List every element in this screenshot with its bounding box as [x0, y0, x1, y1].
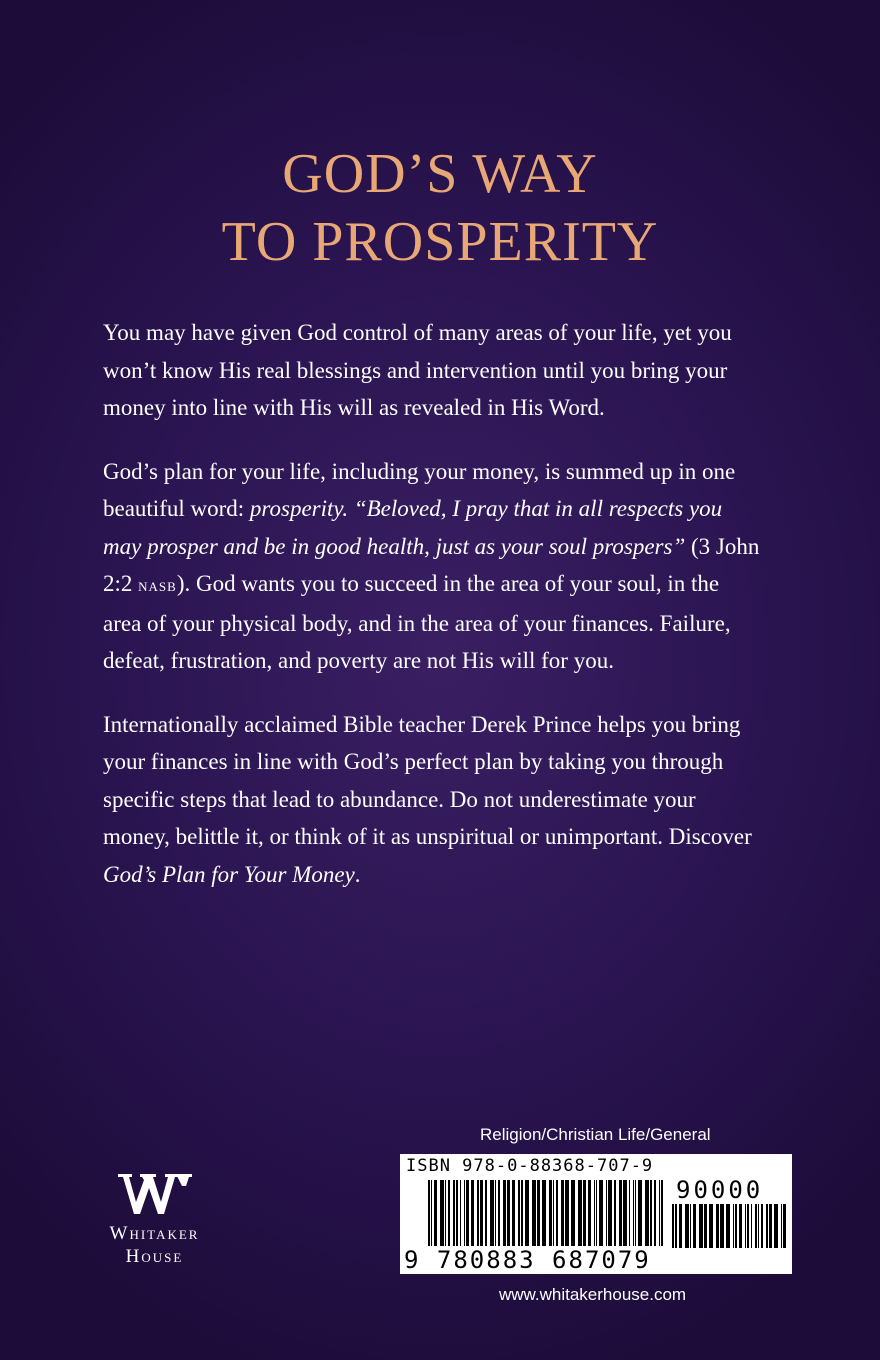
- p2-scripture-quote: prosperity. “Beloved, I pray that in all respects you may prosper and be in good health, just as your soul prospers”: [103, 496, 723, 559]
- ean-number: 9 780883 687079: [404, 1246, 651, 1274]
- barcode-bar: [769, 1204, 772, 1248]
- barcode-bar: [685, 1204, 689, 1248]
- barcode-bar: [518, 1180, 520, 1246]
- barcode-bar: [690, 1204, 691, 1248]
- barcode-bar: [629, 1180, 630, 1246]
- barcode-bar: [434, 1180, 437, 1246]
- barcode-bar: [709, 1204, 713, 1248]
- barcode-bar: [428, 1180, 430, 1246]
- barcode-bar: [726, 1204, 730, 1248]
- publisher-website: www.whitakerhouse.com: [499, 1285, 687, 1304]
- barcode-bar: [659, 1180, 660, 1246]
- barcode-bar: [525, 1180, 529, 1246]
- barcode-bar: [638, 1180, 642, 1246]
- barcode-bar: [561, 1180, 564, 1246]
- book-title: [0, 140, 880, 276]
- barcode-bar: [699, 1204, 703, 1248]
- barcode-bar: [512, 1180, 515, 1246]
- barcode-bar: [783, 1204, 786, 1248]
- barcode-bar: [735, 1204, 737, 1248]
- barcode-bar: [758, 1204, 759, 1248]
- barcode-bar: [606, 1180, 607, 1246]
- barcode-bar: [720, 1204, 724, 1248]
- p2-text-e: ). God wants you to succeed in the area of your soul, in the area of your physical body, and in the area of your finances. Failure, defeat, frustration, and poverty are not His will for you.: [103, 571, 731, 673]
- barcode-bar: [650, 1180, 652, 1246]
- publisher-name-line-1: Whitaker: [109, 1223, 200, 1244]
- barcode-bar: [608, 1180, 612, 1246]
- description-paragraph-2: [103, 453, 763, 680]
- barcode-bar: [464, 1180, 465, 1246]
- barcode-bar: [619, 1180, 622, 1246]
- barcode-bar: [503, 1180, 506, 1246]
- barcode-bar: [645, 1180, 649, 1246]
- barcode-bar: [565, 1180, 569, 1246]
- p2-text-c: (3 John 2:2: [103, 533, 760, 596]
- barcode-bar: [453, 1180, 455, 1246]
- barcode-bar: [745, 1204, 746, 1248]
- isbn-number: ISBN 978-0-88368-707-9: [406, 1156, 654, 1176]
- title-line-2: TO PROSPERITY: [221, 211, 659, 273]
- barcode-bar: [445, 1180, 446, 1246]
- barcode-bar: [654, 1180, 656, 1246]
- barcode-bar: [431, 1180, 432, 1246]
- barcode-bar: [693, 1204, 696, 1248]
- whitaker-w-icon: [116, 1172, 194, 1216]
- barcode-bar: [704, 1204, 707, 1248]
- p2-text-a: God’s plan for your life, including your money, is summed up in one beautiful word:: [103, 458, 736, 521]
- barcode-bar: [440, 1180, 444, 1246]
- publisher-name: [97, 1222, 212, 1268]
- barcode-bar: [521, 1180, 523, 1246]
- barcode-bar: [633, 1180, 634, 1246]
- p2-translation-abbrev: nasb: [138, 575, 177, 596]
- barcode-bar: [556, 1180, 558, 1246]
- p3-book-title: God’s Plan for Your Money: [103, 861, 355, 887]
- barcode-bar: [549, 1180, 552, 1246]
- barcode-bar: [480, 1180, 483, 1246]
- barcode-bar: [448, 1180, 450, 1246]
- barcode-bar: [588, 1180, 591, 1246]
- barcode-bar: [553, 1180, 554, 1246]
- publisher-logo: [97, 1172, 212, 1268]
- barcode-bar: [774, 1204, 778, 1248]
- barcode-bar: [542, 1180, 546, 1246]
- description-paragraph-3: [103, 706, 763, 894]
- title-line-1: GOD’S WAY: [282, 143, 598, 205]
- barcode-bar: [466, 1180, 469, 1246]
- barcode-bar: [766, 1204, 768, 1248]
- barcode-bar: [751, 1204, 752, 1248]
- barcode-bar: [490, 1180, 494, 1246]
- barcode-bar: [661, 1180, 663, 1246]
- barcode-bar: [485, 1180, 487, 1246]
- barcode-bar: [747, 1204, 749, 1248]
- barcode-bar: [471, 1180, 474, 1246]
- barcode-bar: [733, 1204, 734, 1248]
- barcode-bar: [507, 1180, 510, 1246]
- barcode-bar: [460, 1180, 461, 1246]
- category-label: Religion/Christian Life/General: [480, 1125, 711, 1144]
- barcode-bar: [583, 1180, 586, 1246]
- barcode-bar: [578, 1180, 582, 1246]
- barcode-bar: [672, 1204, 674, 1248]
- barcode-bar: [571, 1180, 575, 1246]
- p3-text-c: .: [354, 861, 361, 887]
- barcode-bar: [614, 1180, 616, 1246]
- description-paragraph-1: You may have given God control of many areas of your life, yet you won’t know His real blessings and intervention until you bring your money into line with His will as revealed in His Word.: [103, 320, 732, 420]
- book-description: [103, 314, 763, 919]
- price-code: 90000: [676, 1176, 764, 1204]
- barcode-bar: [456, 1180, 458, 1246]
- addon-barcode-bars: [672, 1204, 788, 1248]
- p3-text-a: Internationally acclaimed Bible teacher Derek Prince helps you bring your finances in line with God’s perfect plan by taking you through specific steps that lead to abundance. Do not underestimate your money, belittle it, or think of it as unspiritual or unimportant. Discover: [103, 711, 752, 849]
- barcode-bar: [679, 1204, 682, 1248]
- barcode-bar: [755, 1204, 757, 1248]
- barcode-bar: [477, 1180, 479, 1246]
- barcode-bar: [635, 1180, 636, 1246]
- isbn-barcode: [400, 1154, 792, 1274]
- barcode-bar: [594, 1180, 595, 1246]
- barcode-bar: [781, 1204, 782, 1248]
- barcode-bar: [495, 1180, 496, 1246]
- barcode-bar: [537, 1180, 540, 1246]
- barcode-bar: [623, 1180, 627, 1246]
- ean-barcode-bars: [428, 1180, 664, 1246]
- barcode-bar: [675, 1204, 677, 1248]
- barcode-bar: [761, 1204, 763, 1248]
- barcode-bar: [599, 1180, 603, 1246]
- barcode-bar: [596, 1180, 597, 1246]
- barcode-bar: [739, 1204, 742, 1248]
- publisher-name-line-2: House: [125, 1246, 184, 1267]
- barcode-bar: [716, 1204, 719, 1248]
- barcode-bar: [498, 1180, 500, 1246]
- barcode-bar: [532, 1180, 536, 1246]
